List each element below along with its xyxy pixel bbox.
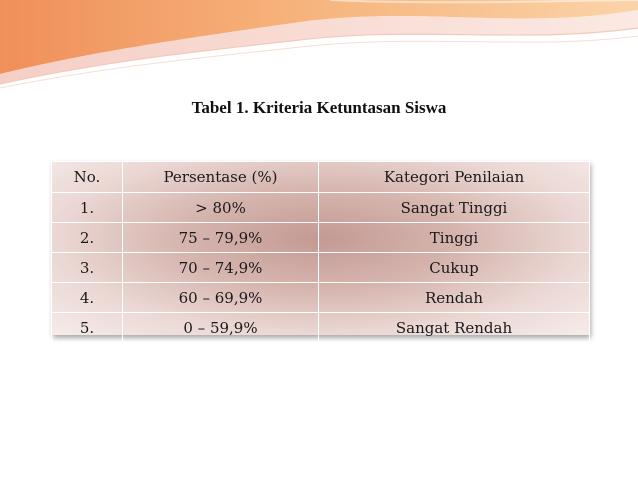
table-row [52,223,590,253]
cell-persentase: 0 – 59,9% [123,313,319,343]
table-row [52,253,590,283]
criteria-table-container [51,161,589,335]
criteria-table [51,161,590,343]
cell-persentase: 70 – 74,9% [123,253,319,283]
cell-persentase: 75 – 79,9% [123,223,319,253]
cell-no: 3. [52,253,123,283]
cell-kategori: Sangat Rendah [319,313,590,343]
table-header-row [52,162,590,193]
cell-persentase: 60 – 69,9% [123,283,319,313]
header-no: No. [52,162,123,193]
cell-kategori: Tinggi [319,223,590,253]
table-title: Tabel 1. Kriteria Ketuntasan Siswa [191,98,447,117]
cell-kategori: Cukup [319,253,590,283]
header-kategori: Kategori Penilaian [319,162,590,193]
cell-no: 1. [52,193,123,223]
decorative-swoosh-header [0,0,638,90]
cell-no: 4. [52,283,123,313]
cell-persentase: > 80% [123,193,319,223]
cell-no: 2. [52,223,123,253]
table-row [52,193,590,223]
table-row [52,283,590,313]
table-row [52,313,590,343]
cell-kategori: Rendah [319,283,590,313]
cell-no: 5. [52,313,123,343]
header-persentase: Persentase (%) [123,162,319,193]
cell-kategori: Sangat Tinggi [319,193,590,223]
